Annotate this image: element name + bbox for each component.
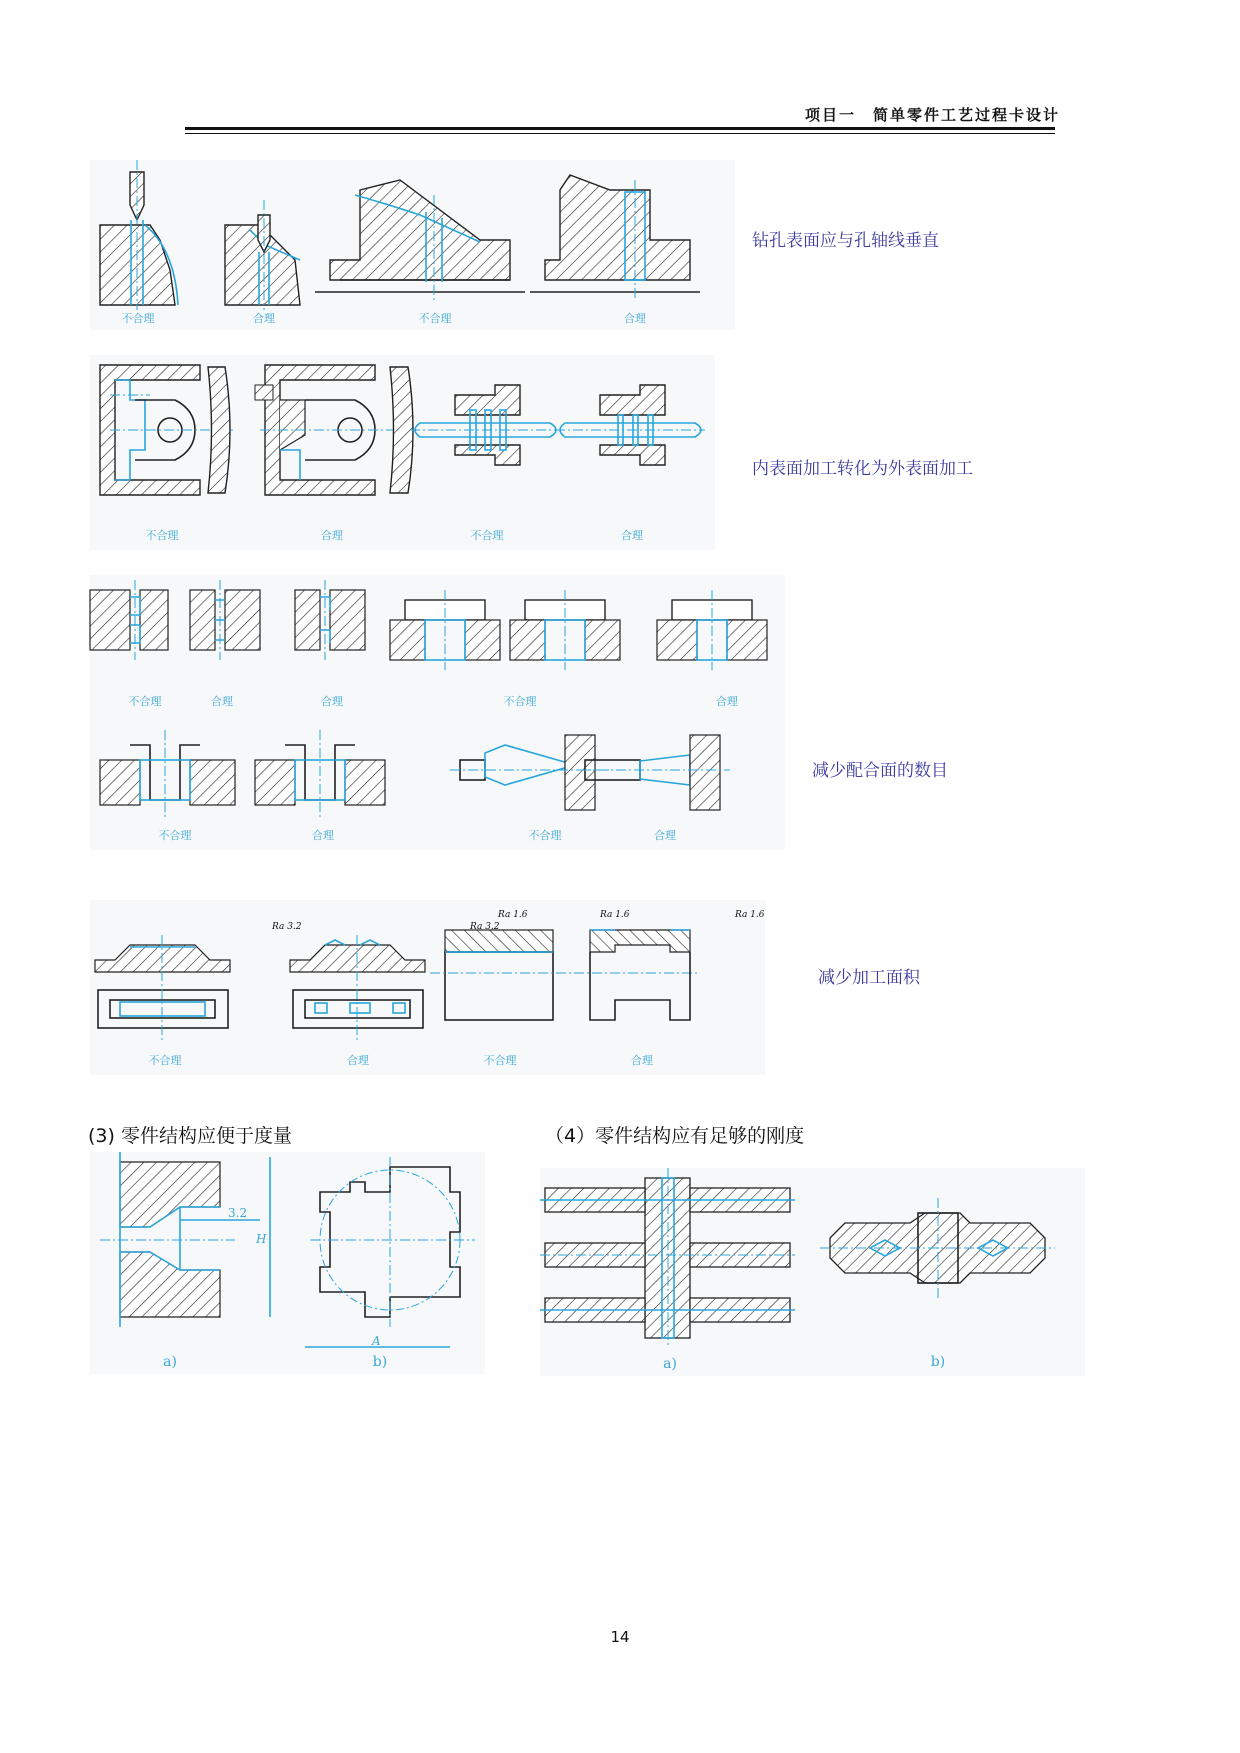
- caption: 合理: [321, 529, 343, 542]
- caption: 不合理: [128, 695, 162, 708]
- caption: 合理: [631, 1054, 653, 1067]
- drilling-drawings: [90, 160, 735, 330]
- roughness-label: Ra 1.6: [498, 910, 528, 920]
- caption: 不合理: [418, 312, 452, 325]
- caption: 合理: [312, 829, 334, 842]
- dimension-h: H: [256, 1232, 267, 1246]
- figure-drilling: [90, 160, 735, 330]
- caption: 合理: [654, 829, 676, 842]
- page-number: 14: [610, 1628, 630, 1646]
- header-rule: [185, 127, 1055, 130]
- figure-machining-area: [90, 900, 765, 1075]
- caption-a: a): [163, 1354, 177, 1370]
- caption: 不合理: [145, 529, 179, 542]
- section-4-title: （4）零件结构应有足够的刚度: [545, 1125, 805, 1147]
- section-3-title: (3) 零件结构应便于度量: [88, 1125, 292, 1147]
- dimension-value: 3.2: [228, 1206, 248, 1220]
- caption: 合理: [347, 1054, 369, 1067]
- machining-area-drawings: [90, 900, 765, 1075]
- figure-measurement: [90, 1152, 485, 1374]
- caption: 合理: [211, 695, 233, 708]
- note-internal-external: 内表面加工转化为外表面加工: [752, 459, 973, 479]
- caption: 不合理: [528, 829, 562, 842]
- stiffness-drawings: [540, 1168, 1085, 1376]
- caption-b: b): [930, 1354, 946, 1370]
- roughness-label: Ra 1.6: [600, 910, 630, 920]
- caption-b: b): [372, 1354, 388, 1370]
- caption: 不合理: [121, 312, 155, 325]
- figure-stiffness: [540, 1168, 1085, 1376]
- caption: 不合理: [503, 695, 537, 708]
- caption-a: a): [663, 1356, 677, 1372]
- caption: 不合理: [483, 1054, 517, 1067]
- roughness-label: Ra 3.2: [470, 922, 500, 932]
- figure-internal-external: [90, 355, 715, 550]
- running-header: 项目一 简单零件工艺过程卡设计: [804, 106, 1060, 124]
- measurement-drawings: [90, 1152, 485, 1374]
- caption: 不合理: [470, 529, 504, 542]
- internal-external-drawings: [90, 355, 715, 550]
- caption: 合理: [624, 312, 646, 325]
- caption: 合理: [321, 695, 343, 708]
- caption: 合理: [716, 695, 738, 708]
- roughness-label: Ra 3.2: [272, 922, 302, 932]
- header-rule-thin: [185, 133, 1055, 134]
- caption: 不合理: [148, 1054, 182, 1067]
- note-mating-surfaces: 减少配合面的数目: [812, 761, 948, 781]
- roughness-label: Ra 1.6: [735, 910, 765, 920]
- caption: 合理: [621, 529, 643, 542]
- figure-mating-surfaces: [90, 575, 785, 850]
- caption: 合理: [253, 312, 275, 325]
- note-machining-area: 减少加工面积: [818, 968, 920, 988]
- caption: 不合理: [158, 829, 192, 842]
- mating-surfaces-drawings: [90, 575, 785, 850]
- note-drilling: 钻孔表面应与孔轴线垂直: [752, 231, 939, 251]
- dimension-a: A: [372, 1334, 381, 1348]
